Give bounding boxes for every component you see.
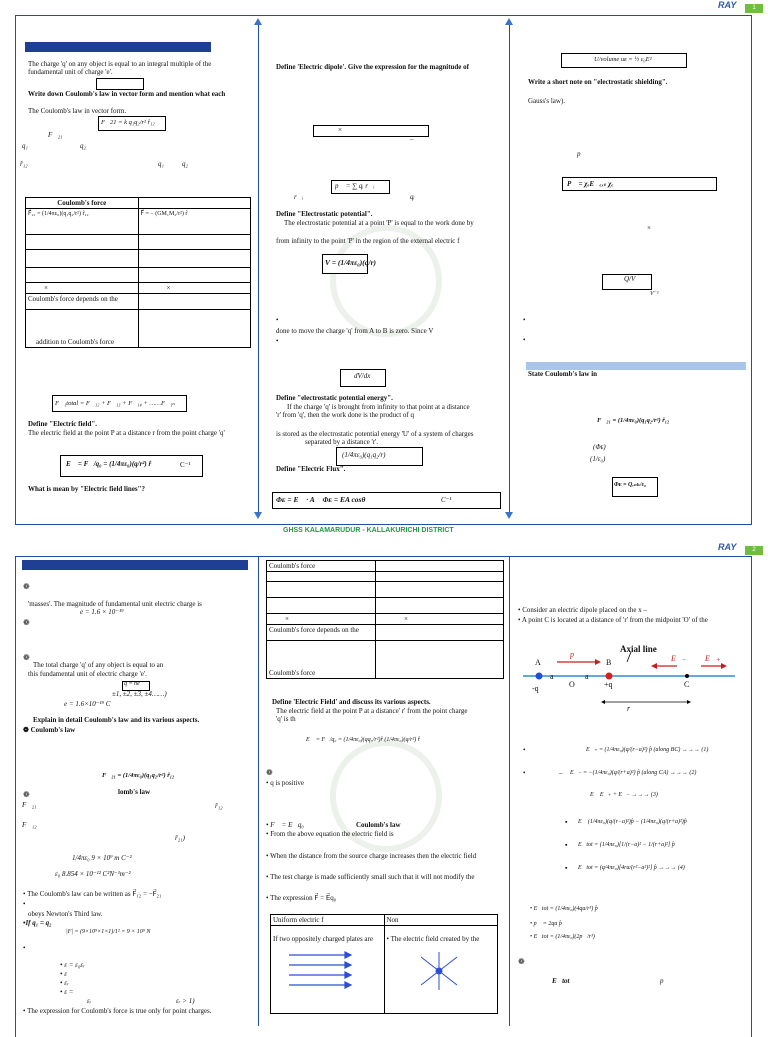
gradient-equation: dV/dx [354, 372, 371, 380]
bullet-dot: • [523, 769, 526, 777]
table-cell [26, 268, 139, 283]
equation-4c: E⃗tot = (q/4πε₀)[4ra/(r²−a²)²] p̂ →→→ (4) [578, 865, 685, 871]
table-cell [376, 582, 504, 598]
highlight-box [96, 78, 144, 90]
sparkle-icon: ❁ [23, 653, 30, 662]
polarization-equation: P⃗ = χₑE⃗ₑₓₜ χₑ [567, 180, 614, 188]
label-a2: a [585, 672, 589, 681]
table-cell-depends: Coulomb's force depends on the [26, 294, 139, 310]
point-c-text: • A point C is located at a distance of 'r' from the midpoint 'O' of the [518, 616, 708, 624]
table-cell [26, 235, 139, 250]
table-cell-x2: × [376, 614, 504, 625]
phi-e-label: (Φᴇ) [593, 443, 606, 451]
divider-arrow-up-2 [505, 18, 513, 25]
section-heading-bar [25, 42, 211, 52]
bullet-dot: ▪ [565, 864, 568, 872]
coulomb-force-table-2 [266, 560, 504, 679]
bullet-dot: • [276, 316, 279, 324]
uniform-field-diagram [285, 949, 355, 991]
table-cell [138, 235, 251, 250]
work-text: done to move the charge 'q' from A to B is zero. Since V [276, 327, 434, 335]
coulombs-law-heading: ❁ Coulomb's law [23, 726, 76, 734]
bullet-dot: • [523, 746, 526, 754]
potential-description: The electrostatic potential at a point 'P' is equal to the work done by [284, 219, 474, 227]
e-value: e = 1.6 × 10⁻¹⁹ [80, 608, 124, 616]
eps-item-1: • ε = ε₀εᵣ [60, 961, 85, 969]
table-cell [376, 598, 504, 614]
field-description: The electric field at the point P at a distance' r' from the point charge [276, 707, 468, 715]
n-values: ±1, ±2, ±3, ±4……) [112, 690, 167, 698]
table-cell [267, 572, 376, 582]
intro-text-2: fundamental unit of charge 'e'. [28, 68, 113, 76]
sparkle-icon: ❁ [23, 618, 30, 627]
sparkle-icon: ❁ [266, 768, 273, 777]
potential-equation: V = (1/4πε₀)(q/r) [325, 258, 377, 267]
flux-unit: C⁻¹ [441, 496, 452, 504]
etot-label: E⃗tot [552, 977, 570, 985]
epsr-label: εᵣ [87, 997, 92, 1005]
coulomb-vector-form: • The Coulomb's law can be written as F⃗₁₂ = −F⃗₂₁ [23, 890, 162, 898]
q-ne: q = ne [124, 681, 140, 687]
eps-item-3: • εᵣ [60, 979, 69, 987]
table-cell [138, 310, 251, 348]
table-cell [138, 268, 251, 283]
gauss-equation: Φᴇ = Qₑₙₕ/ε₀ [614, 482, 647, 488]
f-equation: • F⃗ = E⃗q₀ [266, 821, 304, 829]
f21-label: F⃗₂₁ [22, 801, 37, 809]
question-shielding: Write a short note on "electrostatic shielding". [528, 78, 668, 86]
times-mark: × [647, 224, 651, 232]
bullet-dot: • [276, 337, 279, 345]
intro-text: The charge 'q' on any object is equal to an integral multiple of the [28, 60, 212, 68]
f21-label: F⃗₂₁ [48, 131, 63, 139]
page-2 [0, 540, 768, 1024]
label-r: r [627, 704, 631, 713]
one-over-eps: (1/ε₀) [590, 455, 606, 463]
label-O: O [569, 680, 575, 689]
field-equation: E⃗ = F⃗/q₀ = (1/4πε₀)(qq₀/r²)r̂ (1/4πε₀)(q/r²) r̂ [306, 737, 421, 743]
bullet-dot: • [523, 336, 526, 344]
potential-description-2: from infinity to the point 'P' in the region of the external electric f [276, 237, 460, 245]
bullet-dot: ▪ [565, 818, 568, 826]
label-A: A [535, 658, 541, 667]
e-value-2: e = 1.6×10⁻¹⁹ C [64, 700, 111, 708]
column-divider-2 [509, 24, 510, 514]
qi-label: qᵢ [410, 193, 415, 201]
table-cell-eq2: F⃗ = − (GM₁M₂/r²) r̂ [138, 209, 251, 235]
expression-text: • The expression F⃗ = E⃗q₀ [266, 894, 337, 902]
f21-equation: F⃗₂₁ = (1/4πε₀)(q₁q₂/r²) r̂₁₂ [102, 772, 175, 779]
field-description: The electric field at the point P at a distance r from the point charge 'q' [28, 429, 225, 437]
brand-logo: RAY [718, 542, 737, 552]
q1-label: q₁ [22, 142, 28, 150]
energy-density-equation: U/volume uᴇ = ½ ε₀E² [594, 56, 652, 63]
coulomb-force-table [25, 197, 251, 348]
explain-coulomb: Explain in detail Coulomb's law and its various aspects. [33, 716, 200, 724]
f12-label: F⃗₁₂ [22, 821, 37, 829]
table-cell [138, 250, 251, 268]
equation-6: • p⃗ = 2qa p̂ [530, 921, 562, 927]
equation-7: • E⃗tot = (1/4πε₀)(2p⃗/r³) [530, 934, 595, 940]
gauss-line: Gauss's law). [528, 97, 566, 105]
table-cell [138, 294, 251, 310]
bullet-dot: • [23, 944, 26, 952]
equation-4b: E⃗tot = (1/4πε₀)[1/(r−a)² − 1/(r+a)²] p̂ [578, 842, 675, 848]
define-potential: Define "Electrostatic potential". [276, 210, 373, 218]
question-dipole: Define 'Electric dipole'. Give the expression for the magnitude of [276, 63, 469, 71]
divider-arrow-up-1 [254, 18, 262, 25]
k-value: 1/4πε₀ 9 × 10⁹ m C⁻² [72, 854, 132, 862]
divider-arrow-down-2 [505, 512, 513, 519]
negative-charge [536, 673, 543, 680]
from-above: • From the above equation the electric field is [266, 830, 394, 838]
table-cell [376, 641, 504, 679]
table-cell-x1: × [267, 614, 376, 625]
p-vector-label: p⃗ [660, 977, 669, 985]
define-pe: Define "electrostatic potential energy". [276, 394, 393, 402]
consider-dipole: • Consider an electric dipole placed on the x – [518, 606, 647, 614]
brand-logo: RAY [718, 0, 737, 10]
epsr-gt: εᵣ > 1) [176, 997, 195, 1005]
equation-3: E⃗ E⃗₊ + E⃗₋ →→→ (3) [590, 792, 658, 798]
eps-value: ε₀ 8.854 × 10⁻¹² C²N⁻¹m⁻² [55, 870, 131, 878]
page-footer: GHSS KALAMARUDUR - KALLAKURICHI DISTRICT [283, 527, 454, 534]
equation-4a: E⃗ (1/4πε₀)(q/(r−a)²)p̂ − (1/4πε₀)(q/(r+a)²)p̂ [578, 819, 687, 825]
point-only-text: • The expression for Coulomb's force is true only for point charges. [23, 1007, 212, 1015]
equation-1: E⃗₊ = (1/4πε₀)(q/(r−a)²) p̂ (along BC) →→→ (1) [586, 747, 709, 753]
nonuniform-field-header: Non [384, 915, 498, 926]
field-type-table [270, 914, 498, 1014]
define-electric-field: Define "Electric field". [28, 420, 97, 428]
distance-text: • When the distance from the source charge increases then the electric field [266, 852, 477, 860]
table-cell-addition: addition to Coulomb's force [26, 310, 139, 348]
section-band [526, 362, 746, 370]
equation-2: E⃗₋ = −(1/4πε₀)(q/(r+a)²) p̂ (along CA) →→→ (2) [570, 770, 697, 776]
pe-description-3: is stored as the electrostatic potential energy 'U' of a system of charges [276, 430, 474, 438]
state-coulomb: State Coulomb's law in [528, 370, 598, 378]
r12-label: r̂₁₂ [215, 802, 223, 810]
created-by-text: • The electric field created by the [386, 935, 480, 943]
section-heading-bar [22, 560, 248, 570]
label-B: B [606, 658, 612, 667]
if-q: •If q₁ = q₂ [23, 919, 52, 927]
column-divider-1 [258, 556, 259, 1026]
q2-label: q₂ [80, 142, 86, 150]
pe-description: If the charge 'q' is brought from infinity to that point at a distance [287, 403, 470, 411]
field-equation: E⃗ = F⃗/q₀ = (1/4πε₀)(q/r²) r̂ [66, 460, 152, 468]
sparkle-icon: ❁ [518, 957, 525, 966]
table-cell [376, 625, 504, 641]
bullet-dot: • [23, 900, 26, 908]
divider-arrow-down-1 [254, 512, 262, 519]
q2-label-b: q₂ [182, 160, 188, 168]
f21-equation: F⃗21 = k q₁q₂/r² r̂₁₂ [101, 119, 155, 126]
total-charge-text: The total charge 'q' of any object is equal to an [33, 661, 164, 669]
pe-equation: (1/4πε₀)(q₁q₂/r) [342, 451, 386, 459]
table-cell [26, 250, 139, 268]
coulombs-law-label: Coulomb's law [30, 726, 76, 734]
table-cell-x1: × [26, 283, 139, 294]
total-charge-text-2: this fundamental unit of electric charge 'e'. [28, 670, 147, 678]
axial-line-label: Axial line [620, 644, 657, 654]
sparkle-icon: ❁ [23, 582, 30, 591]
table-cell-eq1: F⃗₂₁ = (1/4πε₀)(q₁q₂/r²) r̂₁₂ [26, 209, 139, 235]
r12-label: r̂₁₂ [20, 160, 28, 168]
table-header: Coulomb's force [26, 198, 139, 209]
coulomb-law-label: Coulomb's law [356, 821, 401, 829]
eps-item-2: • ε [60, 970, 67, 978]
page-number-badge: 2 [745, 546, 763, 555]
label-E-plus: E⃗₊ [705, 654, 721, 663]
flux-equation: Φᴇ = E⃗ · A⃗ Φᴇ = EA cosθ [276, 495, 366, 504]
capacitance-equation: Q/V [624, 275, 636, 283]
question-field-lines: What is mean by "Electric field lines"? [28, 485, 146, 493]
dash-mark: – [559, 769, 563, 777]
dipole-equation: p⃗ = ∑ qᵢ r⃗ᵢ [335, 182, 375, 190]
newton-text: obeys Newton's Third law. [28, 910, 103, 918]
field-unit: C⁻¹ [180, 461, 191, 469]
table-header: Coulomb's force [267, 561, 376, 572]
positive-charge [606, 673, 613, 680]
nonuniform-field-cell [384, 926, 498, 1014]
label-plus-q: +q [604, 680, 613, 689]
sparkle-icon: ❁ [23, 790, 30, 799]
define-flux: Define "Electric Flux". [276, 465, 346, 473]
table-cell-footer: Coulomb's force [267, 641, 376, 679]
field-description-2: 'q' is th [276, 715, 296, 723]
table-cell [267, 598, 376, 614]
coulomb-vector-line: The Coulomb's law in vector form. [28, 107, 127, 115]
question-coulomb-vector: Write down Coulomb's law in vector form and mention what each [28, 90, 226, 98]
table-cell [376, 561, 504, 572]
table-cell-depends: Coulomb's force depends on the [267, 625, 376, 641]
equation-5: • E⃗tot = (1/4πε₀)(4qa/r³) p̂ [530, 906, 598, 912]
label-C: C [684, 680, 690, 689]
point-c [685, 674, 689, 678]
label-minus-q: -q [532, 684, 539, 693]
ri-label: r⃗ᵢ [294, 193, 304, 201]
define-electric-field: Define 'Electric Field' and discuss its various aspects. [272, 698, 431, 706]
lomb-law: lomb's law [118, 788, 151, 796]
table-header-blank [138, 198, 251, 209]
force-value: |F| = (9×10⁹×1×1)/1² = 9 × 10⁹ N [66, 929, 151, 935]
q1-label-b: q₁ [158, 160, 164, 168]
pe-description-4: separated by a distance 'r'. [305, 438, 379, 446]
uniform-field-header: Uniform electric f [271, 915, 385, 926]
masses-text: 'masses'. The magnitude of fundamental unit electric charge is [28, 600, 202, 608]
dipole-times: × [338, 126, 342, 134]
bullet-dot: • [523, 316, 526, 324]
superposition-equation: F⃗₁total = F⃗₁₂ + F⃗₁₃ + F⃗₁₄ + ……F⃗₁ₙ [55, 400, 175, 407]
v-inverse: V⁻¹ [650, 291, 659, 297]
label-a1: a [550, 672, 554, 681]
eps-item-4: • ε = [60, 988, 74, 996]
coulomb-equation: F⃗₂₁ = (1/4πε₀)(q₁q₂/r²) r̂₁₂ [597, 417, 670, 424]
dipole-minus: – [410, 135, 414, 143]
column-divider-1 [258, 24, 259, 514]
bullet-dot: ▪ [565, 841, 568, 849]
radial-field-diagram [409, 949, 469, 991]
q-positive: • q is positive [266, 779, 305, 787]
table-cell [267, 582, 376, 598]
pe-description-2: 'r' from 'q', then the work done is the product of q [276, 411, 415, 419]
table-cell [376, 572, 504, 582]
uniform-field-cell [271, 926, 385, 1014]
test-charge-text: • The test charge is made sufficiently small such that it will not modify the [266, 873, 475, 881]
p-vector: p⃗ [577, 150, 586, 158]
table-cell-x2: × [138, 283, 251, 294]
column-divider-2 [509, 556, 510, 1026]
r12b-label: r̂₂₁) [175, 834, 185, 842]
label-E-minus: E⃗₋ [671, 654, 687, 663]
plates-text: If two oppositely charged plates are [273, 935, 373, 943]
page-number-badge: 1 [745, 4, 763, 13]
label-p: p⃗ [570, 650, 581, 659]
